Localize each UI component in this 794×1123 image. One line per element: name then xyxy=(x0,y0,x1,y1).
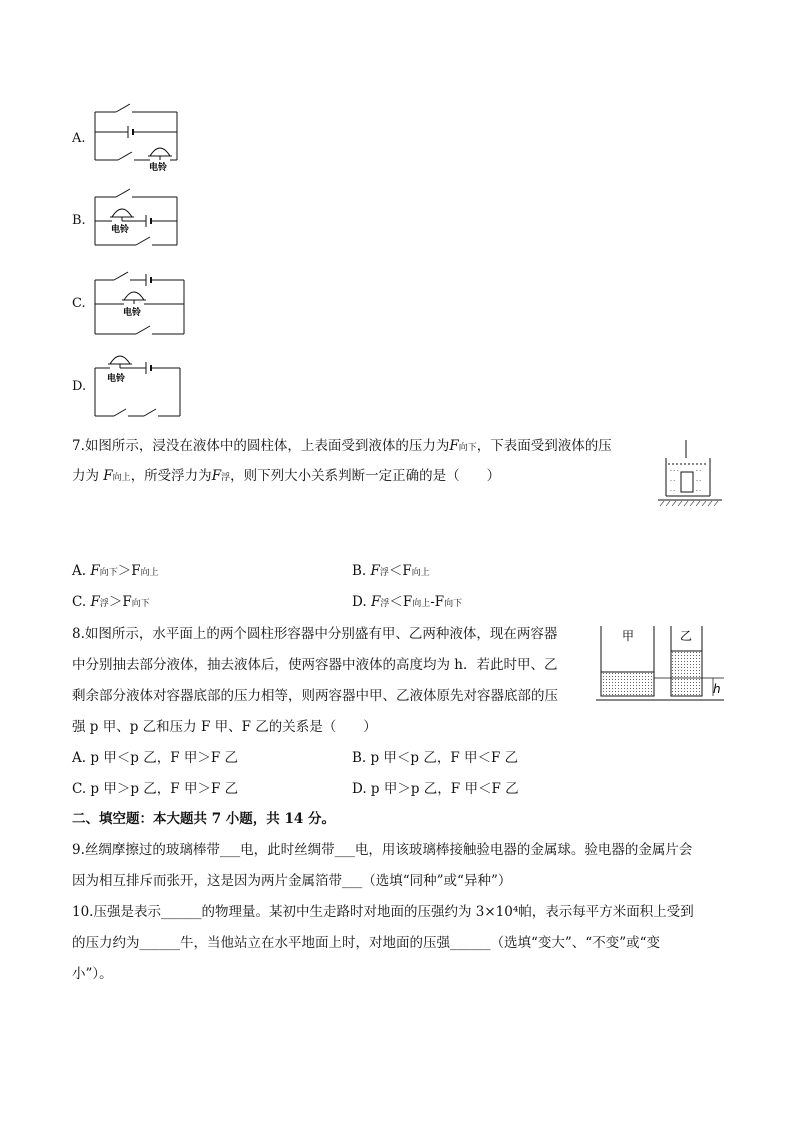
option-letter: C. xyxy=(72,296,86,311)
q7-line-1 xyxy=(72,436,612,458)
two-containers-figure xyxy=(596,624,726,704)
q7-option-b: B. F浮＜F向上 xyxy=(352,563,430,579)
bell-label: 电铃 xyxy=(149,163,168,173)
q9-line-1: 9.丝绸摩擦过的玻璃棒带___电，此时丝绸带___电，用该玻璃棒接触验电器的金属球。验电器的金属片会 xyxy=(72,842,693,858)
q10-line-1: 10.压强是表示______的物理量。某初中生走路时对地面的压强约为 3×10⁴帕，表示每平方米面积上受到 xyxy=(72,904,694,920)
circuit-diagram-b xyxy=(90,185,190,255)
bell-label: 电铃 xyxy=(111,225,130,235)
q7-text: ，下表面受到液体的压 xyxy=(476,438,612,454)
q9-line-2: 因为相互排斥而张开，这是因为两片金属箔带___（选填“同种”或“异种”） xyxy=(72,873,512,889)
label-jia: 甲 xyxy=(622,629,635,643)
option-letter: D. xyxy=(72,379,87,394)
symbol-sub: 向上 xyxy=(112,473,131,483)
svg-text:- -: - - xyxy=(696,478,702,484)
q7-option-d: D. F浮＜F向上-F向下 xyxy=(352,594,463,610)
q8-option-c: C. p 甲＞p 乙，F 甲＞F 乙 xyxy=(72,781,239,797)
circuit-diagram-a xyxy=(90,100,190,173)
option-letter: A. xyxy=(72,131,86,146)
bell-label: 电铃 xyxy=(107,374,126,384)
symbol-f: F xyxy=(103,468,113,484)
q8-line-3: 剩余部分液体对容器底部的压力相等，则两容器中甲、乙液体原先对容器底部的压 xyxy=(72,688,558,704)
symbol-f: F xyxy=(449,438,459,454)
svg-text:- -: - - xyxy=(670,478,676,484)
beaker-figure xyxy=(656,438,726,508)
option-letter: B. xyxy=(72,213,86,228)
svg-text:- -: - - xyxy=(696,488,702,494)
q7-option-a: A. F向下＞F向上 xyxy=(72,563,159,579)
svg-text:- - -: - - - xyxy=(670,468,679,474)
circuit-diagram-d xyxy=(90,348,190,420)
q8-line-4: 强 p 甲、p 乙和压力 F 甲、F 乙的关系是（ ） xyxy=(72,719,377,735)
symbol-sub: 浮 xyxy=(221,473,231,483)
circuit-diagram-c xyxy=(90,268,190,338)
q8-line-1: 8.如图所示，水平面上的两个圆柱形容器中分别盛有甲、乙两种液体，现在两容器 xyxy=(72,626,558,642)
q8-option-a: A. p 甲＜p 乙，F 甲＞F 乙 xyxy=(72,750,239,766)
q7-option-c: C. F浮＞F向下 xyxy=(72,594,150,610)
label-yi: 乙 xyxy=(680,629,693,643)
q8-option-d: D. p 甲＞p 乙，F 甲＜F 乙 xyxy=(352,781,519,797)
q7-line-2 xyxy=(72,466,500,488)
q7-text: ，则下列大小关系判断一定正确的是（ ） xyxy=(230,468,501,484)
q10-line-3: 小”）。 xyxy=(72,966,113,982)
label-h: h xyxy=(713,682,721,696)
q7-text: 力为 xyxy=(72,468,99,484)
q8-option-b: B. p 甲＜p 乙，F 甲＜F 乙 xyxy=(352,750,519,766)
svg-text:- -: - - xyxy=(696,468,702,474)
svg-text:- -: - - xyxy=(670,488,676,494)
symbol-sub: 向下 xyxy=(458,443,477,453)
section-heading: 二、填空题：本大题共 7 小题，共 14 分。 xyxy=(72,811,335,827)
q7-text: 7.如图所示，浸没在液体中的圆柱体，上表面受到液体的压力为 xyxy=(72,438,450,454)
q7-text: ，所受浮力为 xyxy=(130,468,212,484)
q10-line-2: 的压力约为______牛，当他站立在水平地面上时，对地面的压强______（选填“变大”、“不变”或“变 xyxy=(72,935,661,951)
q8-line-2: 中分别抽去部分液体，抽去液体后，使两容器中液体的高度均为 h．若此时甲、乙 xyxy=(72,657,558,673)
bell-label: 电铃 xyxy=(123,308,142,318)
symbol-f: F xyxy=(211,468,222,484)
